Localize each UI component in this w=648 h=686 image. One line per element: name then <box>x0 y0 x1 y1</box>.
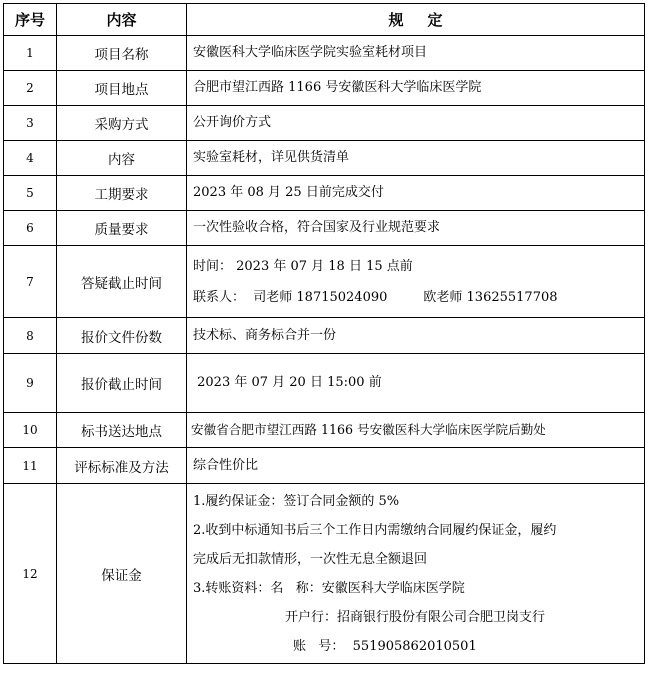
row-item-name: 采购方式 <box>57 106 187 141</box>
deposit-line: 1.履约保证金：签订合同金额的 5% <box>193 493 400 509</box>
row-item-name: 内容 <box>57 141 187 176</box>
row-item-value: 合肥市望江西路 1166 号安徽医科大学临床医学院 <box>187 71 645 106</box>
row-item-value <box>187 246 645 318</box>
table-row <box>4 354 645 413</box>
table-row <box>4 176 645 211</box>
row-item-name: 答疑截止时间 <box>57 246 187 318</box>
table-row <box>4 484 645 664</box>
table-row <box>4 246 645 318</box>
header-no: 序号 <box>4 4 57 36</box>
row-item-value: 2023 年 07 月 20 日 15:00 前 <box>187 354 645 413</box>
row-item-name: 项目地点 <box>57 71 187 106</box>
table-row <box>4 448 645 484</box>
procurement-spec-table <box>3 3 645 664</box>
row-number: 5 <box>4 176 57 211</box>
row-number: 3 <box>4 106 57 141</box>
row-number: 4 <box>4 141 57 176</box>
row-item-value: 实验室耗材，详见供货清单 <box>187 141 645 176</box>
table-row <box>4 141 645 176</box>
row-item-value: 技术标、商务标合并一份 <box>187 318 645 354</box>
table-row <box>4 318 645 354</box>
deposit-line: 3.转账资料：名 称：安徽医科大学临床医学院 <box>193 580 465 596</box>
row-item-name: 标书送达地点 <box>57 413 187 448</box>
row-item-name: 保证金 <box>57 484 187 664</box>
contact-label: 联系人： <box>193 289 246 305</box>
header-spec: 规定 <box>187 4 645 36</box>
table-row <box>4 413 645 448</box>
row-item-name: 工期要求 <box>57 176 187 211</box>
row-number: 8 <box>4 318 57 354</box>
row-number: 6 <box>4 211 57 246</box>
row-number: 10 <box>4 413 57 448</box>
row-number: 11 <box>4 448 57 484</box>
table-row <box>4 71 645 106</box>
row-item-name: 评标标准及方法 <box>57 448 187 484</box>
row-number: 2 <box>4 71 57 106</box>
table-row <box>4 106 645 141</box>
deadline-time: 时间： 2023 年 07 月 18 日 15 点前 <box>193 258 413 274</box>
table-row <box>4 211 645 246</box>
row-item-name: 项目名称 <box>57 36 187 71</box>
deposit-line: 2.收到中标通知书后三个工作日内需缴纳合同履约保证金，履约 <box>193 522 557 538</box>
row-item-value: 2023 年 08 月 25 日前完成交付 <box>187 176 645 211</box>
row-item-name: 报价文件份数 <box>57 318 187 354</box>
contact-line <box>193 282 644 313</box>
row-item-value: 综合性价比 <box>187 448 645 484</box>
account-line: 账 号： 551905862010501 <box>293 638 477 654</box>
row-item-value: 公开询价方式 <box>187 106 645 141</box>
table-row <box>4 36 645 71</box>
contact-b: 欧老师 13625517708 <box>423 289 558 305</box>
row-number: 1 <box>4 36 57 71</box>
row-number: 7 <box>4 246 57 318</box>
row-item-value: 安徽医科大学临床医学院实验室耗材项目 <box>187 36 645 71</box>
header-content: 内容 <box>57 4 187 36</box>
contact-a: 司老师 18715024090 <box>253 289 388 305</box>
row-number: 12 <box>4 484 57 664</box>
row-item-value: 安徽省合肥市望江西路 1166 号安徽医科大学临床医学院后勤处 <box>187 413 645 448</box>
deposit-line: 完成后无扣款情形，一次性无息全额退回 <box>193 551 428 567</box>
row-item-value <box>187 484 645 664</box>
row-number: 9 <box>4 354 57 413</box>
bank-line: 开户行：招商银行股份有限公司合肥卫岗支行 <box>285 609 546 625</box>
row-item-name: 报价截止时间 <box>57 354 187 413</box>
row-item-value: 一次性验收合格，符合国家及行业规范要求 <box>187 211 645 246</box>
header-row <box>4 4 645 36</box>
row-item-name: 质量要求 <box>57 211 187 246</box>
